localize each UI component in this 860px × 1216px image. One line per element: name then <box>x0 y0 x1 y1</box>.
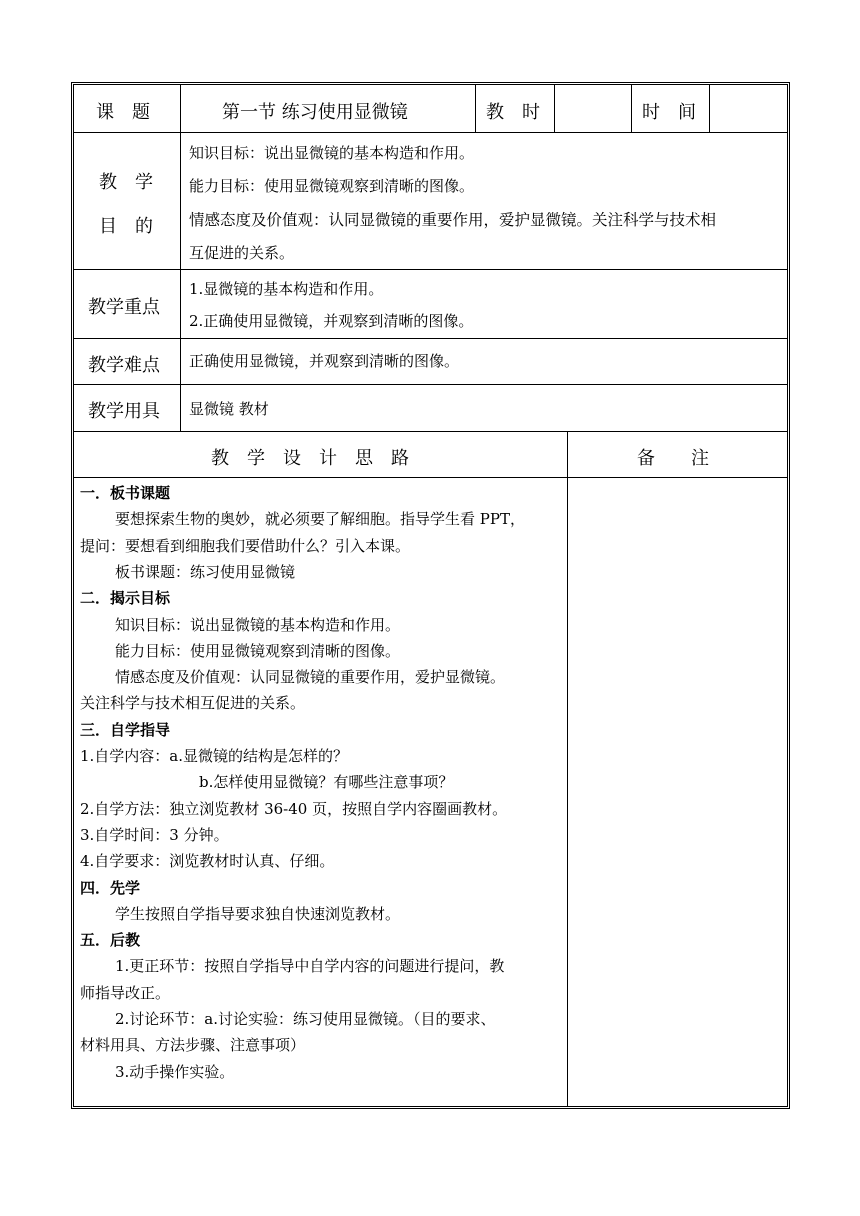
design-line: 材料用具、方法步骤、注意事项） <box>80 1036 306 1055</box>
row-divider <box>74 477 787 478</box>
column-divider <box>554 85 555 132</box>
section-heading: 一．板书课题 <box>80 484 171 502</box>
tools-label: 教学用具 <box>88 401 160 422</box>
design-line: 关注科学与技术相互促进的关系。 <box>80 694 306 713</box>
column-divider <box>709 85 710 132</box>
time-label: 时 间 <box>642 102 696 123</box>
design-line: 2.自学方法：独立浏览教材 36-40 页，按照自学内容圈画教材。 <box>80 799 508 818</box>
topic-label: 课 题 <box>96 102 150 123</box>
key-point-line: 2.正确使用显微镜，并观察到清晰的图像。 <box>189 312 474 330</box>
objectives-label-line1: 教 学 <box>99 172 153 193</box>
column-divider <box>475 85 476 132</box>
design-line: 1.自学内容：a.显微镜的结构是怎样的？ <box>80 747 349 765</box>
objectives-label-line2: 目 的 <box>99 216 153 237</box>
design-line: 4.自学要求：浏览教材时认真、仔细。 <box>80 852 335 871</box>
difficulties-text: 正确使用显微镜，并观察到清晰的图像。 <box>189 352 460 370</box>
objective-line: 互促进的关系。 <box>189 244 295 262</box>
design-line: 情感态度及价值观：认同显微镜的重要作用，爱护显微镜。 <box>115 668 506 687</box>
key-points-label: 教学重点 <box>88 297 160 318</box>
section-heading: 四．先学 <box>80 878 141 897</box>
objective-line: 能力目标：使用显微镜观察到清晰的图像。 <box>189 177 475 195</box>
design-line: 3.动手操作实验。 <box>115 1062 235 1081</box>
notes-title: 备 注 <box>637 448 709 469</box>
row-divider <box>74 431 787 432</box>
hours-label: 教 时 <box>486 102 540 123</box>
objective-line: 知识目标：说出显微镜的基本构造和作用。 <box>189 144 475 162</box>
design-line: 2.讨论环节：a.讨论实验：练习使用显微镜。（目的要求、 <box>115 1010 496 1028</box>
design-line: 师指导改正。 <box>80 983 171 1002</box>
column-divider <box>631 85 632 132</box>
design-line: 板书课题：练习使用显微镜 <box>115 562 296 581</box>
section-heading: 五．后教 <box>80 931 141 950</box>
design-line: 能力目标：使用显微镜观察到清晰的图像。 <box>115 641 401 660</box>
design-title: 教 学 设 计 思 路 <box>211 448 409 469</box>
tools-text: 显微镜 教材 <box>189 400 269 418</box>
column-divider <box>567 431 568 1106</box>
design-line: 要想探索生物的奥妙，就必须要了解细胞。指导学生看 PPT， <box>115 510 525 529</box>
section-heading: 二．揭示目标 <box>80 589 171 608</box>
objective-line: 情感态度及价值观：认同显微镜的重要作用，爱护显微镜。关注科学与技术相 <box>189 211 717 229</box>
design-line: 提问：要想看到细胞我们要借助什么？引入本课。 <box>80 536 411 555</box>
difficulties-label: 教学难点 <box>88 355 160 376</box>
design-line: 1.更正环节：按照自学指导中自学内容的问题进行提问，教 <box>115 957 505 976</box>
column-divider <box>180 85 181 431</box>
topic-value: 第一节 练习使用显微镜 <box>222 102 408 123</box>
design-line: 3.自学时间：3 分钟。 <box>80 825 229 844</box>
design-line: 学生按照自学指导要求独自快速浏览教材。 <box>115 904 401 923</box>
design-line: 知识目标：说出显微镜的基本构造和作用。 <box>115 615 401 634</box>
lesson-plan-table <box>71 82 790 1109</box>
key-point-line: 1.显微镜的基本构造和作用。 <box>189 280 384 298</box>
section-heading: 三．自学指导 <box>80 720 171 739</box>
design-line: b.怎样使用显微镜？有哪些注意事项？ <box>199 773 454 792</box>
